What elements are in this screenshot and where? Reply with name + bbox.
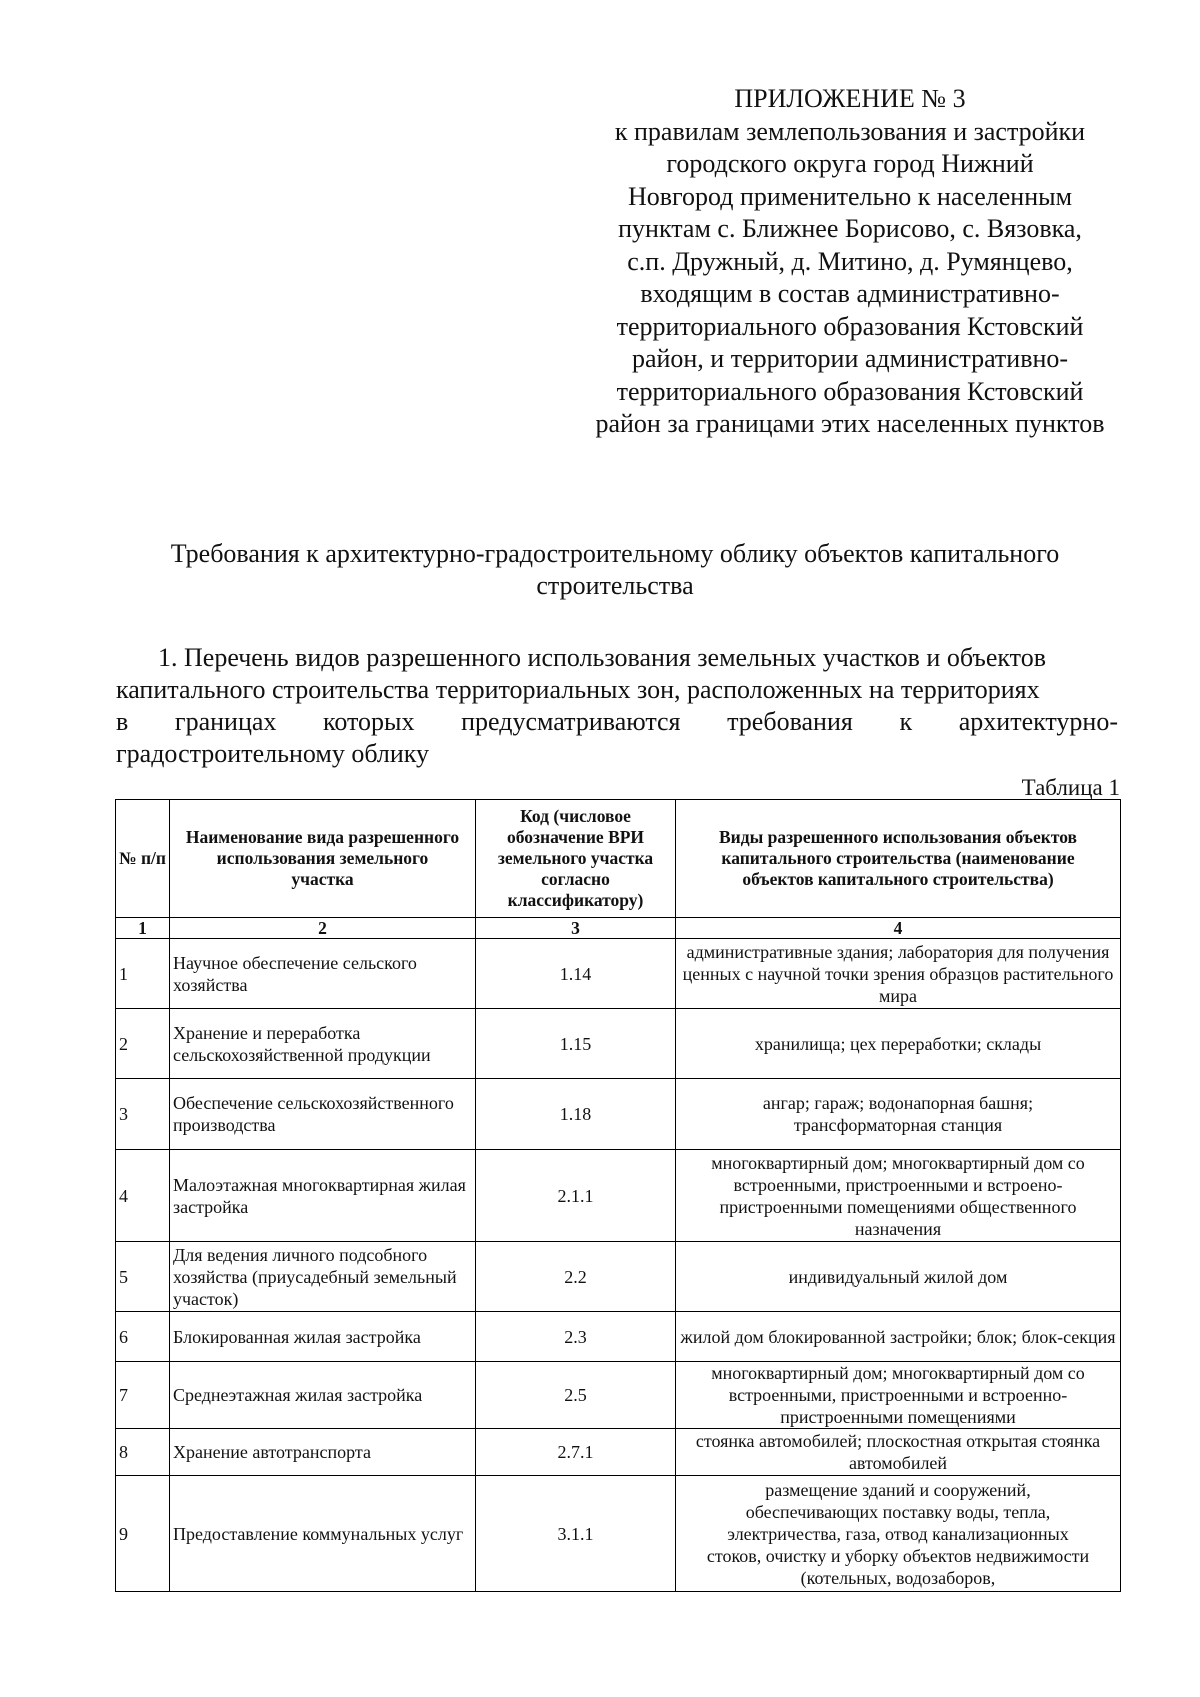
row-num: 3	[116, 1079, 170, 1150]
row-kinds: хранилища; цех переработки; склады	[676, 1009, 1121, 1079]
table-row	[116, 1476, 1121, 1592]
appendix-title: ПРИЛОЖЕНИЕ № 3	[734, 84, 966, 113]
table-caption: Таблица 1	[1021, 775, 1120, 800]
row-num: 8	[116, 1429, 170, 1476]
row-name: Среднеэтажная жилая застройка	[170, 1362, 476, 1429]
column-number-row	[116, 918, 1121, 939]
header-kinds: Виды разрешенного использования объектов капитального строительства (наименование объектов капитального строительства)	[676, 800, 1121, 918]
section-heading	[116, 642, 1118, 770]
row-name: Хранение автотранспорта	[170, 1429, 476, 1476]
section-line: градостроительному облику	[116, 739, 430, 768]
row-code: 2.7.1	[476, 1429, 676, 1476]
table-row	[116, 1312, 1121, 1362]
row-kinds: стоянка автомобилей; плоскостная открытая стоянка автомобилей	[676, 1429, 1121, 1476]
row-kinds: размещение зданий и сооружений, обеспечивающих поставку воды, тепла, электричества, газа, отвод канализационных стоков, очистку и уборку объектов недвижимости (котельных, водозаборов,	[676, 1476, 1121, 1592]
requirements-title-line: строительства	[536, 571, 694, 600]
row-num: 1	[116, 939, 170, 1009]
row-num: 7	[116, 1362, 170, 1429]
section-line: капитального строительства территориальных зон, расположенных на территориях	[116, 675, 1040, 704]
row-kinds: многоквартирный дом; многоквартирный дом со встроенными, пристроенными и встроенно-пристроенными помещениями	[676, 1362, 1121, 1429]
appendix-line: территориального образования Кстовский	[616, 376, 1084, 406]
column-number: 1	[116, 918, 170, 939]
appendix-line: Новгород применительно к населенным	[627, 181, 1073, 211]
appendix-header	[570, 83, 1130, 441]
column-number: 3	[476, 918, 676, 939]
row-kinds: ангар; гараж; водонапорная башня; трансформаторная станция	[676, 1079, 1121, 1150]
row-kinds: жилой дом блокированной застройки; блок; блок-секция	[676, 1312, 1121, 1362]
column-number: 2	[170, 918, 476, 939]
appendix-line: с.п. Дружный, д. Митино, д. Румянцево,	[627, 246, 1073, 276]
appendix-line: район, и территории административно-	[631, 344, 1069, 373]
table-row	[116, 1079, 1121, 1150]
row-num: 4	[116, 1150, 170, 1242]
appendix-line: пунктам с. Ближнее Борисово, с. Вязовка,	[618, 214, 1082, 243]
land-use-table	[115, 799, 1121, 1592]
appendix-line: район за границами этих населенных пунктов	[595, 409, 1105, 438]
row-code: 2.5	[476, 1362, 676, 1429]
row-name: Обеспечение сельскохозяйственного производства	[170, 1079, 476, 1150]
requirements-title	[110, 538, 1120, 602]
appendix-line: городского округа город Нижний	[666, 149, 1034, 178]
row-name: Блокированная жилая застройка	[170, 1312, 476, 1362]
appendix-line: территориального образования Кстовский	[616, 311, 1084, 341]
table-row	[116, 1362, 1121, 1429]
row-kinds: административные здания; лаборатория для получения ценных с научной точки зрения образцов растительного мира	[676, 939, 1121, 1009]
appendix-line: к правилам землепользования и застройки	[614, 116, 1086, 146]
header-code: Код (числовое обозначение ВРИ земельного участка согласно классификатору)	[476, 800, 676, 918]
row-code: 3.1.1	[476, 1476, 676, 1592]
row-num: 2	[116, 1009, 170, 1079]
row-code: 1.14	[476, 939, 676, 1009]
row-code: 2.3	[476, 1312, 676, 1362]
table-row	[116, 1242, 1121, 1312]
row-name: Хранение и переработка сельскохозяйственной продукции	[170, 1009, 476, 1079]
row-code: 2.1.1	[476, 1150, 676, 1242]
row-num: 5	[116, 1242, 170, 1312]
row-code: 1.18	[476, 1079, 676, 1150]
table-row	[116, 1429, 1121, 1476]
row-num: 6	[116, 1312, 170, 1362]
requirements-title-line: Требования к архитектурно-градостроительному облику объектов капитального	[170, 539, 1060, 568]
row-kinds: индивидуальный жилой дом	[676, 1242, 1121, 1312]
appendix-line: входящим в состав административно-	[640, 279, 1060, 308]
row-code: 1.15	[476, 1009, 676, 1079]
header-name: Наименование вида разрешенного использования земельного участка	[170, 800, 476, 918]
section-line: 1. Перечень видов разрешенного использования земельных участков и объектов	[158, 643, 1046, 672]
row-name: Для ведения личного подсобного хозяйства (приусадебный земельный участок)	[170, 1242, 476, 1312]
column-number: 4	[676, 918, 1121, 939]
row-code: 2.2	[476, 1242, 676, 1312]
row-name: Малоэтажная многоквартирная жилая застройка	[170, 1150, 476, 1242]
table-row	[116, 1009, 1121, 1079]
table-row	[116, 1150, 1121, 1242]
row-name: Научное обеспечение сельского хозяйства	[170, 939, 476, 1009]
row-kinds: многоквартирный дом; многоквартирный дом со встроенными, пристроенными и встроено-пристроенными помещениями общественного назначения	[676, 1150, 1121, 1242]
header-num: № п/п	[116, 800, 170, 918]
table-header-row	[116, 800, 1121, 918]
row-num: 9	[116, 1476, 170, 1592]
row-name: Предоставление коммунальных услуг	[170, 1476, 476, 1592]
section-line: в границах которых предусматриваются требования к архитектурно-	[116, 707, 1118, 736]
table-row	[116, 939, 1121, 1009]
